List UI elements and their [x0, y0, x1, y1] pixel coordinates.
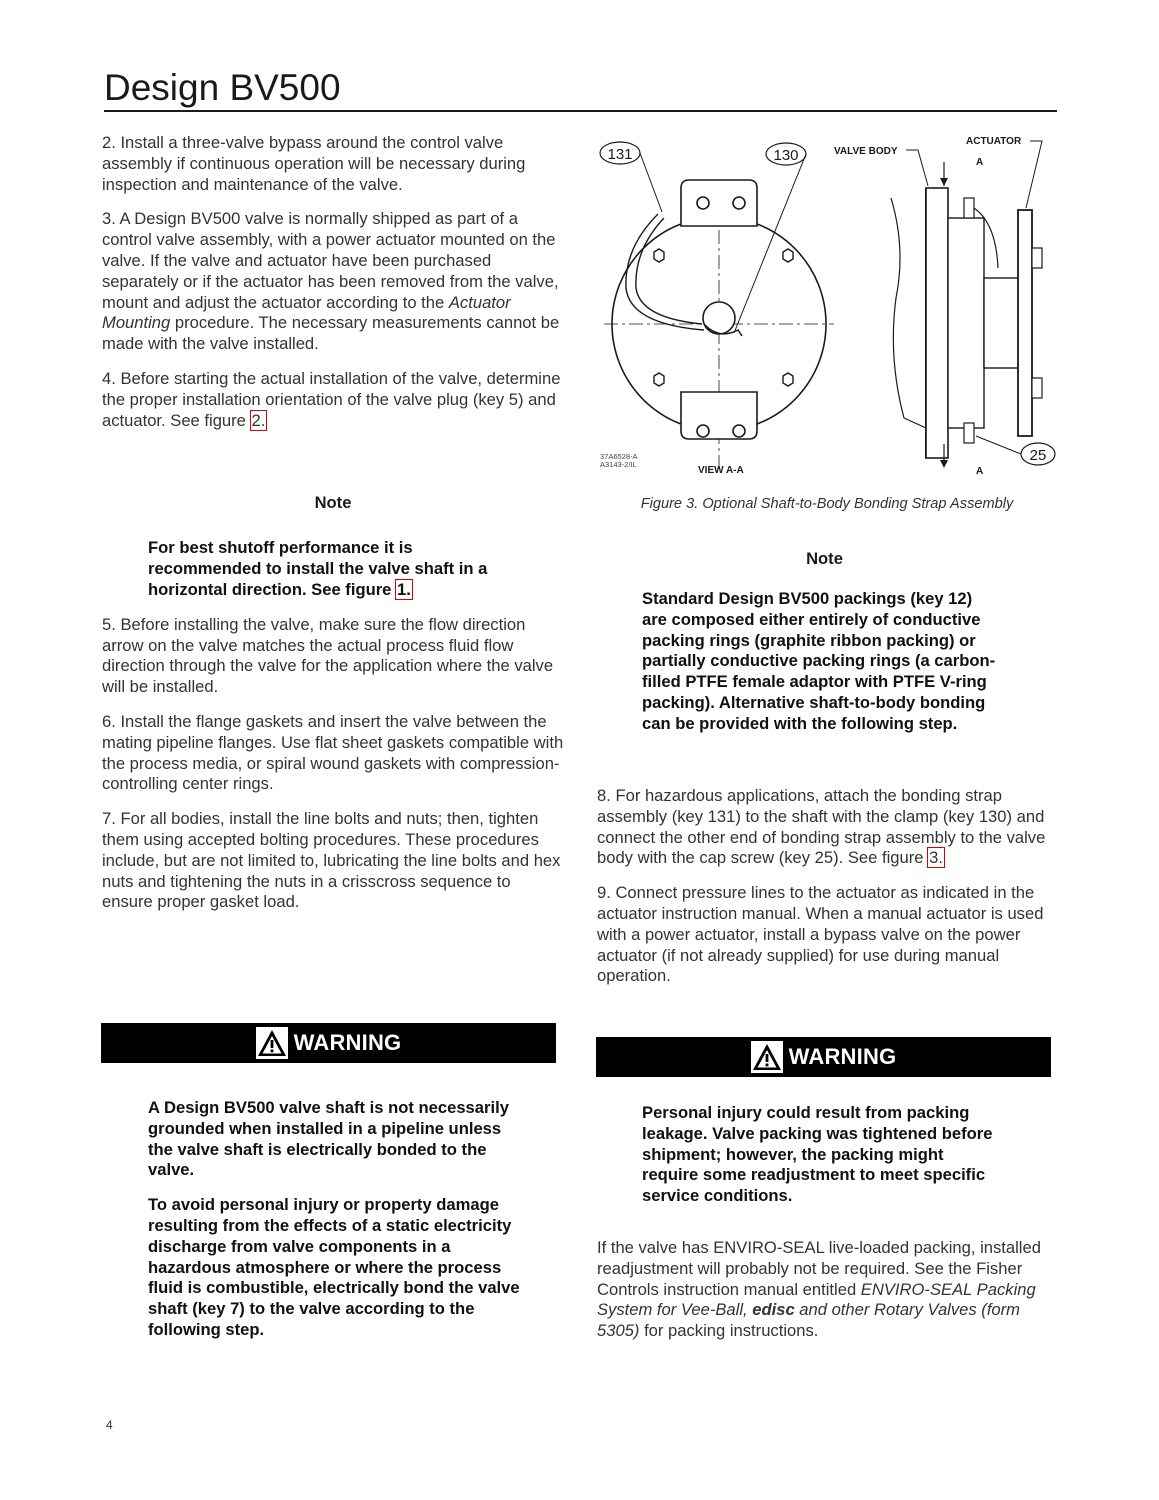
step-9-paragraph: 9. Connect pressure lines to the actuator as indicated in the actuator instruction manual. When a manual actuator is used with a power actuator, install a bypass valve on the power actuator (if not already supplied) for use during manual operation.	[597, 883, 1044, 986]
actuator-bolt-bottom	[1032, 378, 1042, 398]
step-3-paragraph	[102, 209, 564, 355]
bonding-strap-figure	[596, 128, 1062, 483]
leader-25	[976, 436, 1021, 454]
label-131: 131	[607, 146, 633, 163]
actuator-bolt-top	[1032, 248, 1042, 268]
section-label-a-bottom: A	[976, 466, 984, 477]
header-divider	[104, 110, 1057, 112]
step-4-paragraph	[102, 369, 564, 431]
valve-body-leader	[906, 150, 928, 186]
warning-paragraph-2-left: To avoid personal injury or property damage resulting from the effects of a static electricity discharge from valve components in a hazardous atmosphere or where the process fluid is combustible, electrically bond the valve shaft (key 7) to the valve according to the following step.	[148, 1195, 520, 1339]
edisc-trademark: edisc	[752, 1300, 795, 1320]
warning-body-left	[148, 1098, 528, 1355]
warning-paragraph-1-left: A Design BV500 valve shaft is not necessarily grounded when installed in a pipeline unless the valve shaft is electrically bonded to the valve.	[148, 1098, 509, 1180]
hex-nut-1	[654, 249, 664, 262]
enviro-seal-text-a: If the valve has ENVIRO-SEAL live-loaded packing, installed readjustment will probably not be required. See the Fisher Controls instruction manual entitled	[597, 1238, 1041, 1299]
view-label: VIEW A-A	[698, 465, 744, 476]
step-8-paragraph	[597, 786, 1059, 869]
section-arrow-bottom	[940, 460, 948, 468]
valve-body-label: VALVE BODY	[834, 146, 898, 157]
cap-screw-25	[964, 423, 974, 443]
warning-label-right: WARNING	[788, 1044, 897, 1069]
warning-label-left: WARNING	[293, 1030, 402, 1055]
actuator-leader	[1026, 141, 1042, 208]
step-8-text: 8. For hazardous applications, attach the bonding strap assembly (key 131) to the shaft with the clamp (key 130) and connect the other end of bonding strap assembly to the valve body with the cap screw (key 25). See figure	[597, 786, 1046, 868]
figure-caption: Figure 3. Optional Shaft-to-Body Bonding Strap Assembly	[640, 496, 1014, 512]
step-3-text-b: procedure. The necessary measurements cannot be made with the valve installed.	[102, 313, 560, 354]
step-7-paragraph: 7. For all bodies, install the line bolts and nuts; then, tighten them using accepted bolting procedures. These procedures include, but are not limited to, lubricating the line bolts and hex nuts and tightening the nuts in a crisscross sequence to ensure proper gasket load.	[102, 809, 561, 912]
valve-body-break	[891, 198, 926, 428]
hex-nut-3	[654, 373, 664, 386]
step-6-paragraph: 6. Install the flange gaskets and insert the valve between the mating pipeline flanges. Use flat sheet gaskets compatible with the process media, or spiral wound gaskets with compression-controlling center rings.	[102, 711, 564, 794]
figure-1-link[interactable]: 1.	[397, 579, 411, 599]
drawing-number-1: 37A6528-A	[600, 452, 638, 461]
cap-screw-top	[964, 198, 974, 218]
note-body-right: Standard Design BV500 packings (key 12) are composed either entirely of conductive packing rings (graphite ribbon packing) or partially conductive packing rings (a carbon-filled PTFE female adaptor with PTFE V-ring packing). Alternative shaft-to-body bonding can be provided with the following step.	[642, 589, 996, 733]
drawing-number-2: A3143-2/IL	[600, 460, 637, 469]
warning-triangle-icon	[256, 1027, 288, 1059]
note-body-left	[148, 538, 508, 600]
warning-body-right	[642, 1103, 1002, 1221]
shaft-end	[703, 302, 735, 334]
warning-paragraph-1-right: Personal injury could result from packing leakage. Valve packing was tightened before shipment; however, the packing might require some readjustment to meet specific service conditions.	[642, 1103, 993, 1206]
actuator-mounting-reference: Actuator Mounting	[102, 292, 511, 333]
actuator-label: ACTUATOR	[966, 136, 1022, 147]
section-arrow-top	[940, 178, 948, 186]
hex-nut-2	[783, 249, 793, 262]
note-heading-left: Note	[314, 493, 352, 513]
enviro-seal-manual-title-b: and other Rotary Valves (form 5305)	[597, 1300, 1021, 1341]
note-heading-right: Note	[806, 549, 843, 568]
figure-2-link[interactable]: 2.	[251, 410, 266, 430]
valve-body-flange	[926, 188, 948, 458]
step-3-text-a: 3. A Design BV500 valve is normally shipped as part of a control valve assembly, with a power actuator mounted on the valve. If the valve and actuator have been purchased separately or if the actuator has been removed from the valve, mount and adjust the actuator according to the	[102, 209, 559, 312]
enviro-seal-text-b: for packing instructions.	[639, 1321, 819, 1341]
actuator-plate	[1018, 210, 1032, 436]
warning-triangle-icon	[751, 1041, 783, 1073]
enviro-seal-manual-title-a: ENVIRO-SEAL Packing System for Vee-Ball,	[597, 1279, 1036, 1320]
step-5-paragraph: 5. Before installing the valve, make sure the flow direction arrow on the valve matches the actual process fluid flow direction through the valve for the application where the valve will be installed.	[102, 614, 554, 697]
right-column	[597, 786, 1059, 987]
step-4-text: 4. Before starting the actual installation of the valve, determine the proper installation orientation of the valve plug (key 5) and actuator. See figure	[102, 368, 561, 430]
bonnet	[948, 218, 984, 428]
bonding-strap-inner	[636, 218, 702, 324]
warning-banner-right	[596, 1037, 1051, 1077]
section-label-a-top: A	[976, 157, 984, 168]
label-25: 25	[1029, 447, 1047, 464]
warning-banner-left	[101, 1023, 556, 1063]
enviro-seal-paragraph	[597, 1238, 1059, 1342]
label-130: 130	[773, 147, 799, 164]
page-number: 4	[106, 1418, 113, 1432]
page-title: Design BV500	[104, 67, 341, 108]
leader-131	[640, 153, 662, 212]
step-2-paragraph: 2. Install a three-valve bypass around the control valve assembly if continuous operation will be necessary during inspection and maintenance of the valve.	[102, 133, 526, 194]
figure-3-link[interactable]: 3.	[929, 848, 943, 868]
note-text-left: For best shutoff performance it is recommended to install the valve shaft in a horizontal direction. See figure	[148, 538, 488, 599]
left-column	[102, 133, 564, 913]
hex-nut-4	[783, 373, 793, 386]
